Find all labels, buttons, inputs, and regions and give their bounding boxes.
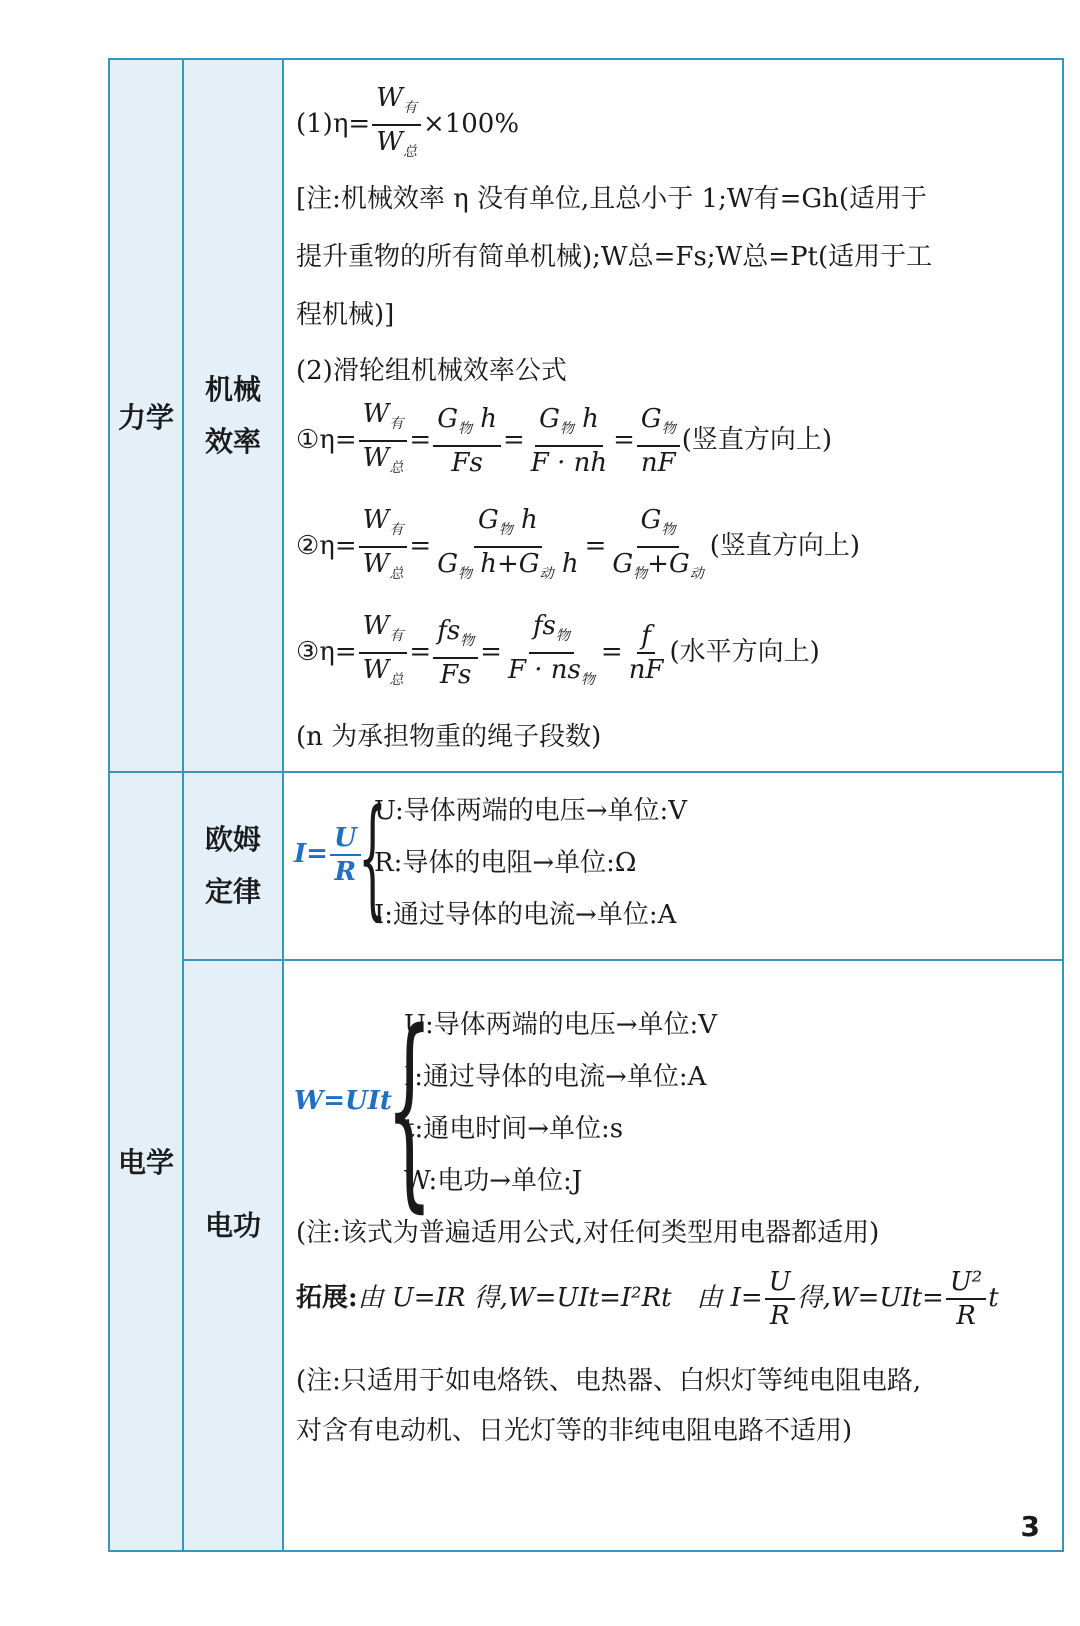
ohm-item-i: I:通过导体的电流→单位:A <box>374 900 677 930</box>
ohm-item-u: U:导体两端的电压→单位:V <box>374 796 688 826</box>
efficiency-formula-2c: ③η= $\frac{W_有}{W_总}$ = $\frac{fs_物}{Fs}$ = $\frac{fs_物}{F \cdot ns_物}$ = $\frac{f}{nF}$ (水平方向上) <box>296 611 820 691</box>
topic-ohm-line2: 定律 <box>204 875 261 908</box>
work-note-1: (注:该式为普遍适用公式,对任何类型用电器都适用) <box>296 1218 880 1248</box>
ohm-brace: { <box>358 781 387 933</box>
efficiency-note-2: 提升重物的所有简单机械);W总=Fs;W总=Pt(适用于工 <box>296 242 933 272</box>
work-item-i: I:通过导体的电流→单位:A <box>404 1062 707 1092</box>
work-note-3: 对含有电动机、日光灯等的非纯电阻电路不适用) <box>296 1416 853 1446</box>
work-brace: { <box>386 986 433 1231</box>
efficiency-formula-2a: ①η= $\frac{W_有}{W_总}$ = $\frac{G_物 h}{Fs}$ = $\frac{G_物 h}{F \cdot nh}$ = $\frac{G_物}{nF}$ (竖直方向上) <box>296 399 833 479</box>
efficiency-formula-2b: ②η= $\frac{W_有}{W_总}$ = $\frac{G_物 h}{G_物 h+G_动 h}$ = $\frac{G_物}{G_物+G_动}$ (竖直方向上) <box>296 505 861 583</box>
work-content <box>286 960 1062 1550</box>
efficiency-note-3: 程机械)] <box>296 300 395 330</box>
work-item-w: W:电功→单位:J <box>404 1166 583 1196</box>
work-formula: W=UIt <box>294 1086 392 1116</box>
topic-efficiency <box>184 60 284 772</box>
topic-ohm-line1: 欧姆 <box>204 823 261 856</box>
section-mechanics <box>110 60 184 772</box>
efficiency-formula-1: (1)η= $\frac{W_有}{W_总}$ ×100% <box>296 82 519 168</box>
work-extension: 拓展:由 U=IR 得,W=UIt=I²Rt 由 I= $\frac{U}{R}$ 得,W=UIt= $\frac{\text{U²}}{R}$ t <box>296 1267 999 1331</box>
formula-table <box>108 58 1064 1552</box>
ohm-formula: I= $\frac{U}{R}$ <box>294 822 363 888</box>
work-note-2: (注:只适用于如电烙铁、电热器、白炽灯等纯电阻电路, <box>296 1366 922 1396</box>
work-item-u: U:导体两端的电压→单位:V <box>404 1010 718 1040</box>
section-electricity-label: 电学 <box>117 1146 174 1179</box>
section-mechanics-label: 力学 <box>117 401 174 434</box>
work-item-t: t:通电时间→单位:s <box>404 1114 624 1144</box>
efficiency-title-2: (2)滑轮组机械效率公式 <box>296 356 567 386</box>
topic-efficiency-line1: 机械 <box>204 373 261 406</box>
topic-ohm <box>184 772 284 960</box>
efficiency-note-1: [注:机械效率 η 没有单位,且总小于 1;W有=Gh(适用于 <box>296 184 928 214</box>
ohm-item-r: R:导体的电阻→单位:Ω <box>374 848 637 878</box>
section-electricity <box>110 772 184 1550</box>
topic-efficiency-line2: 效率 <box>204 425 261 458</box>
efficiency-content <box>286 60 1062 772</box>
page-number: 3 <box>1020 1510 1040 1543</box>
fraction-w: $\frac{W_有}{W_总}$ <box>372 82 421 168</box>
ohm-content <box>286 772 1062 960</box>
efficiency-note-n: (n 为承担物重的绳子段数) <box>296 722 602 752</box>
topic-work <box>184 960 284 1550</box>
topic-work-label: 电功 <box>204 1209 261 1242</box>
